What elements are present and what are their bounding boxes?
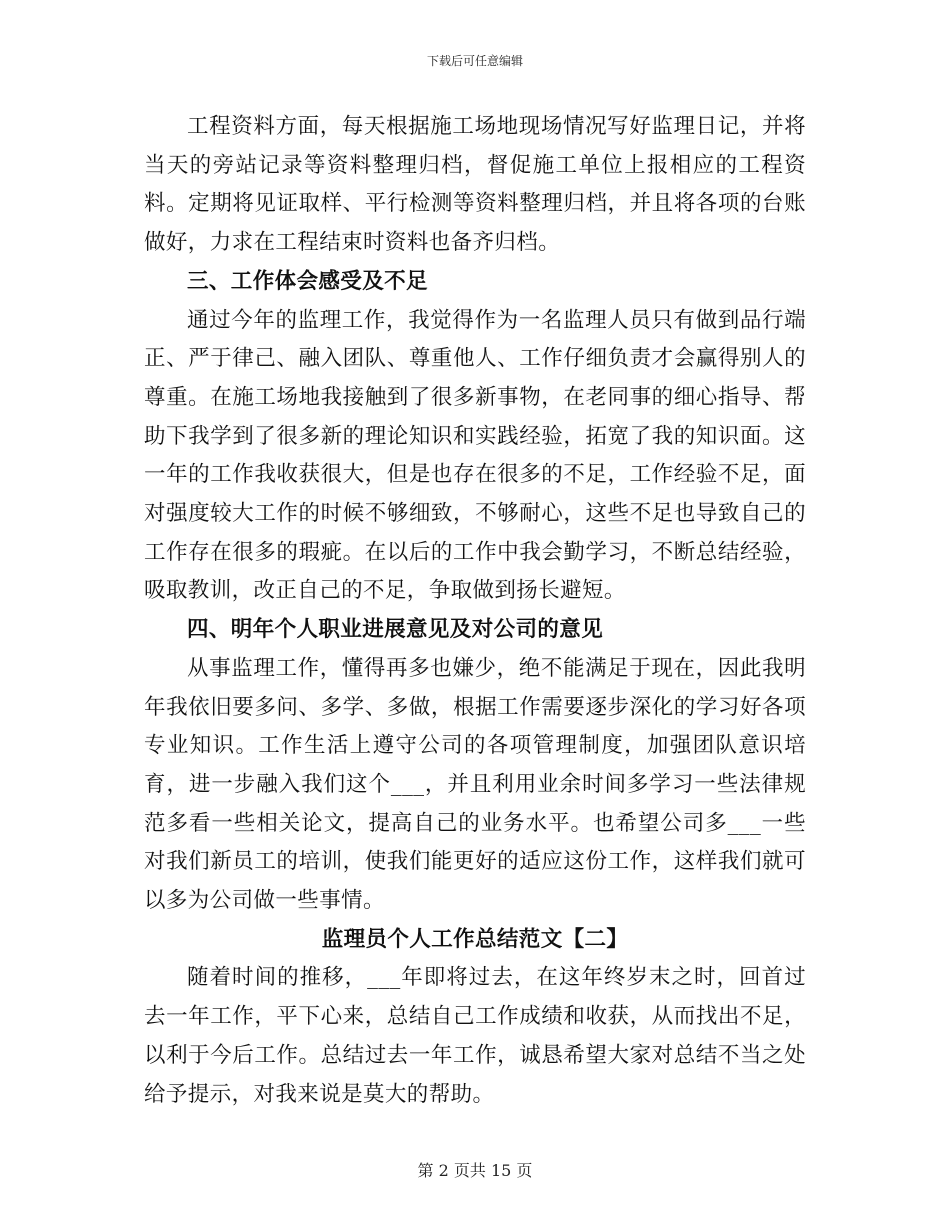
paragraph-engineering-documents: 工程资料方面，每天根据施工场地现场情况写好监理日记，并将当天的旁站记录等资料整理归档，督促施工单位上报相应的工程资料。定期将见证取样、平行检测等资料整理归档，并且将各项的台账做好，力求在工程结束时资料也备齐归档。 xyxy=(144,114,806,256)
page-number-footer: 第 2 页共 15 页 xyxy=(417,1161,533,1180)
section-heading-3: 三、工作体会感受及不足 xyxy=(187,268,428,294)
page-header-note: 下载后可任意编辑 xyxy=(426,54,523,68)
paragraph-experience: 通过今年的监理工作，我觉得作为一名监理人员只有做到品行端正、严于律己、融入团队、尊重他人、工作仔细负责才会赢得别人的尊重。在施工场地我接触到了很多新事物，在老同事的细心指导、帮助下我学到了很多新的理论知识和实践经验，拓宽了我的知识面。这一年的工作我收获很大，但是也存在很多的不足，工作经验不足，面对强度较大工作的时候不够细致，不够耐心，这些不足也导致自己的工作存在很多的瑕疵。在以后的工作中我会勤学习，不断总结经验，吸取教训，改正自己的不足，争取做到扬长避短。 xyxy=(144,307,806,604)
paragraph-intro-2: 随着时间的推移，___年即将过去，在这年终岁末之时，回首过去一年工作，平下心来，总结自己工作成绩和收获，从而找出不足，以利于今后工作。总结过去一年工作，诚恳希望大家对总结不当之处给予提示，对我来说是莫大的帮助。 xyxy=(144,965,806,1107)
article-title-2: 监理员个人工作总结范文【二】 xyxy=(321,926,629,952)
paragraph-next-year-plan: 从事监理工作，懂得再多也嫌少，绝不能满足于现在，因此我明年我依旧要多问、多学、多做，根据工作需要逐步深化的学习好各项专业知识。工作生活上遵守公司的各项管理制度，加强团队意识培育，进一步融入我们这个___，并且利用业余时间多学习一些法律规范多看一些相关论文，提高自己的业务水平。也希望公司多___一些对我们新员工的培训，使我们能更好的适应这份工作，这样我们就可以多为公司做一些事情。 xyxy=(144,655,806,914)
document-body xyxy=(144,108,806,1114)
section-heading-4: 四、明年个人职业进展意见及对公司的意见 xyxy=(187,617,604,643)
